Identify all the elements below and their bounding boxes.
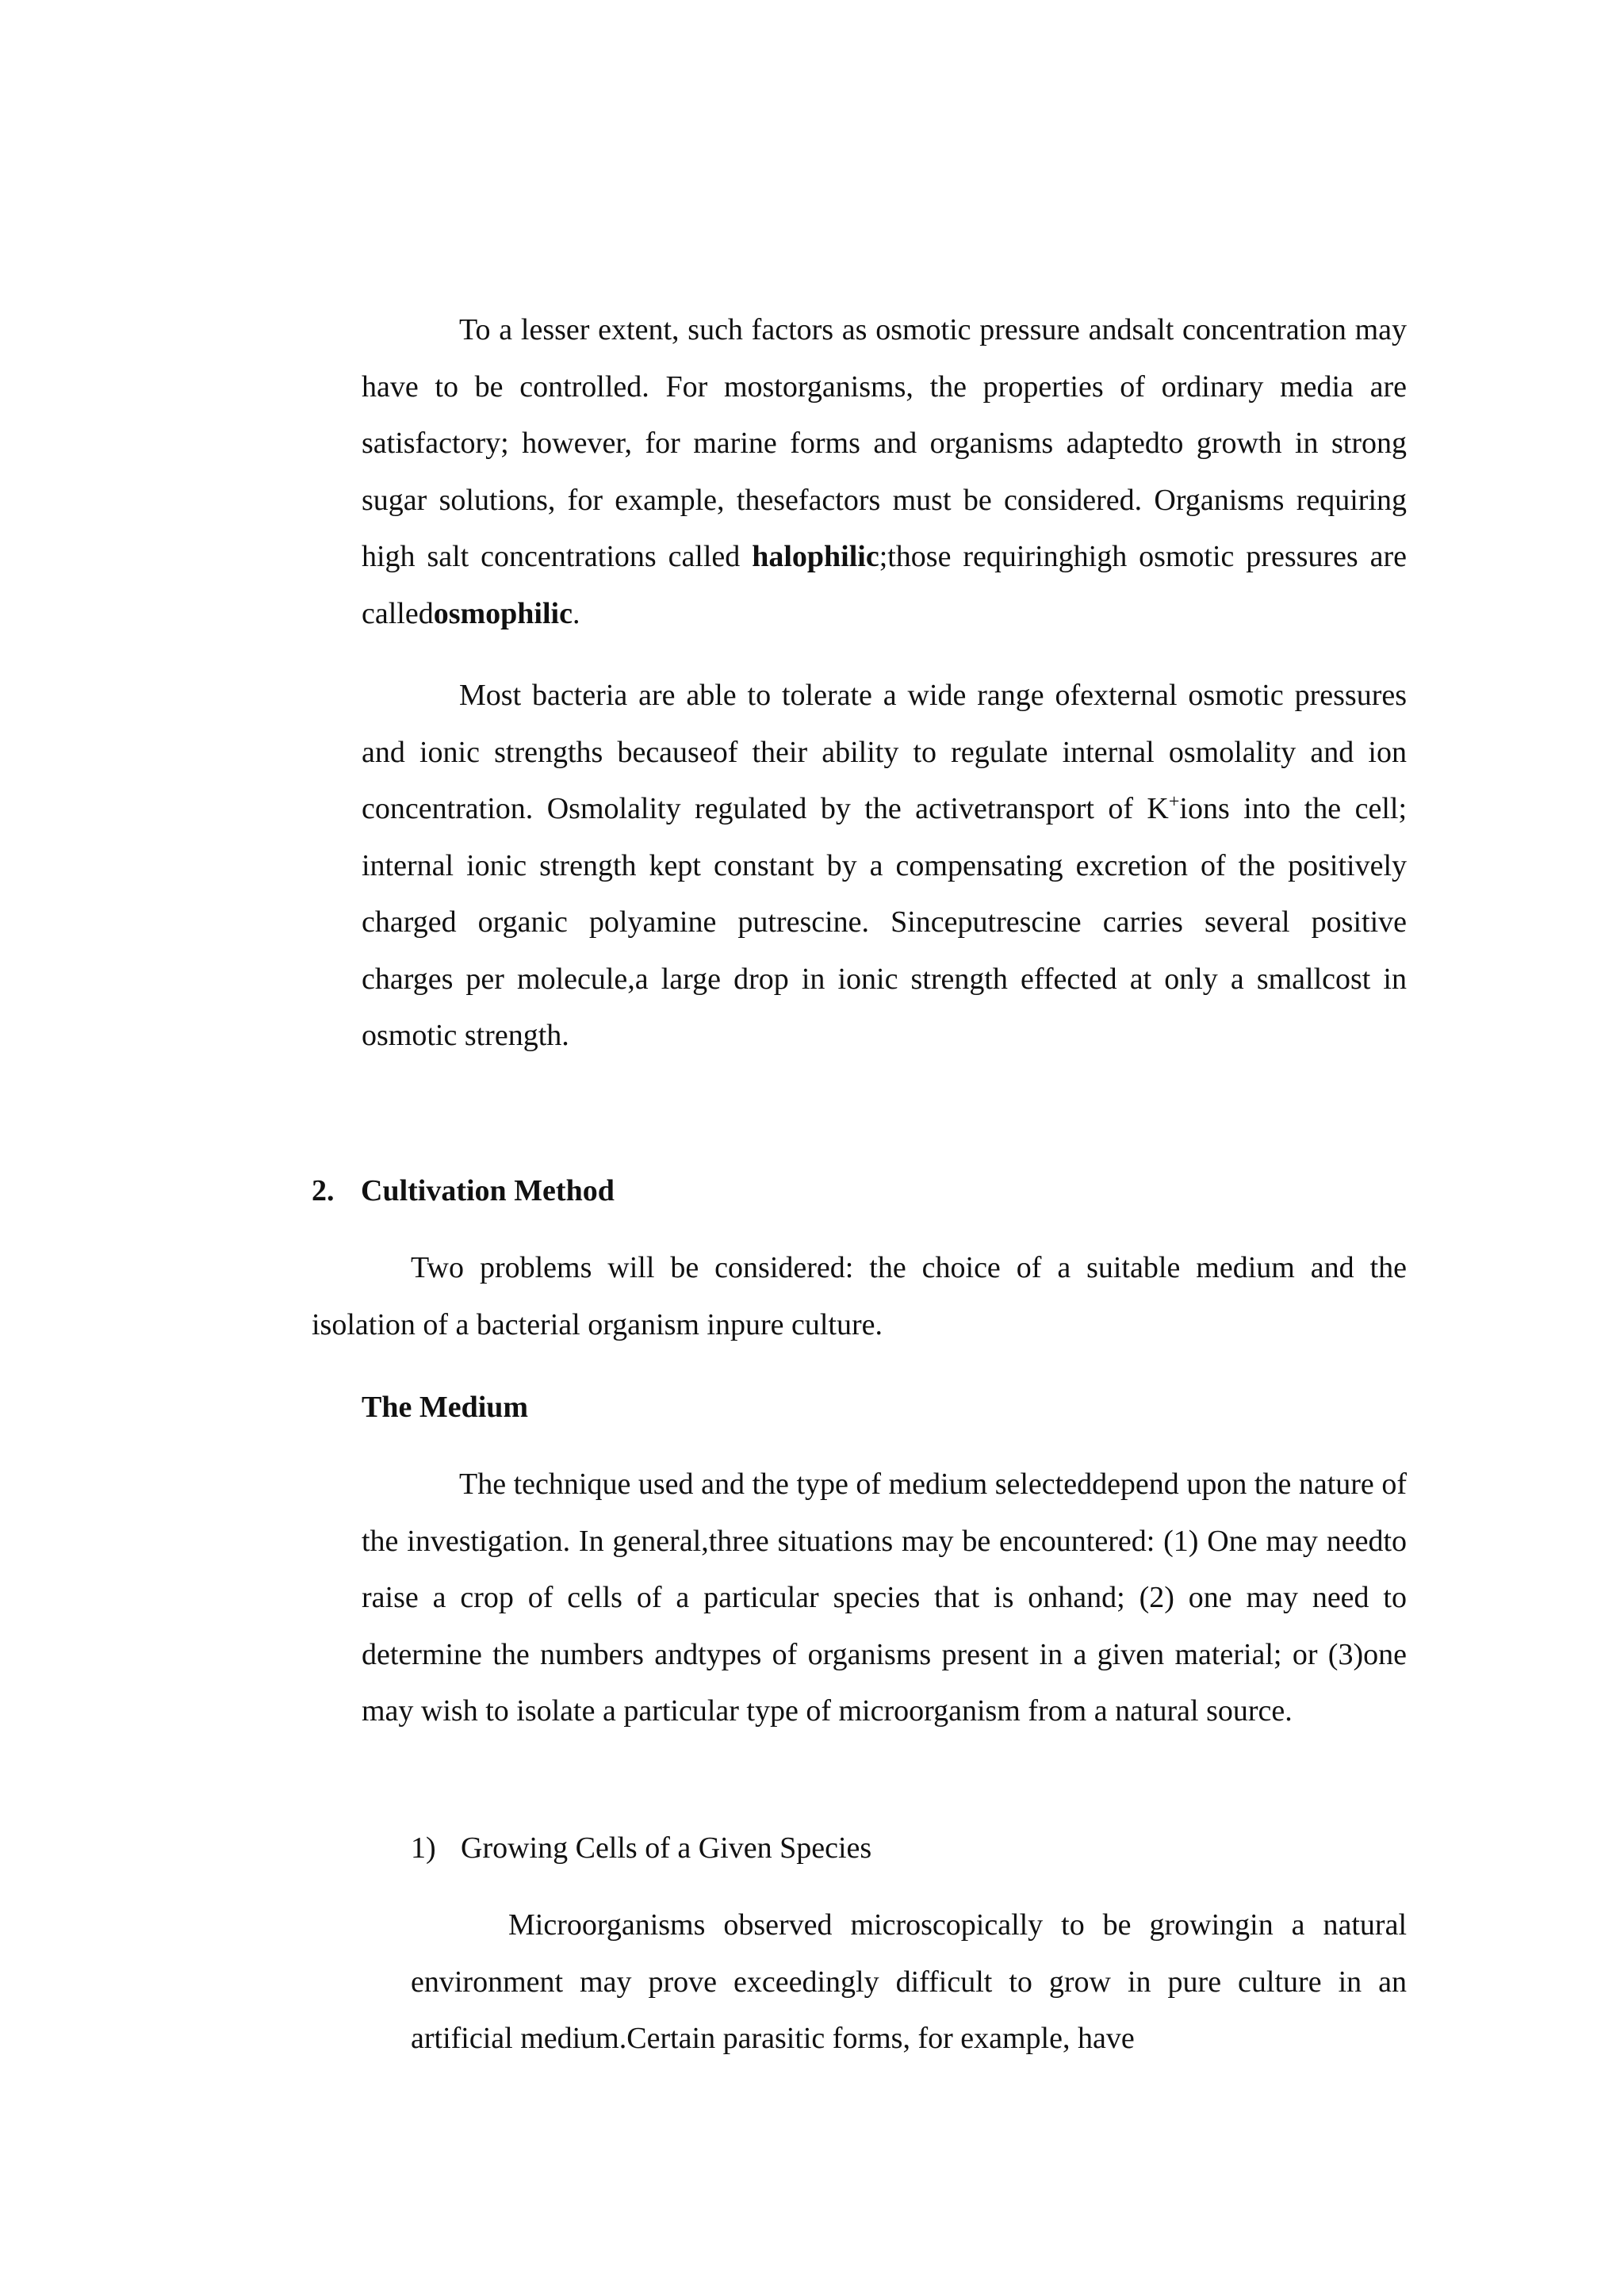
paragraph-technique: The technique used and the type of medium selecteddepend upon the nature of the investigation. In general,three situations may be encountered: (1) One may needto raise a crop of cells of a particular species that is onhand; (2) one may need to determine the numbers andtypes of organisms present in a given material; or (3)one may wish to isolate a particular type of microorganism from a natural source.: [362, 1468, 1407, 1728]
subheading-the-medium: The Medium: [362, 1391, 529, 1424]
paragraph-text: Most bacteria are able to tolerate a wide range ofexternal osmotic pressures and ionic strengths becauseof their ability to regulate internal osmolality and ion concentration. Osmolality regulated by the activetransport of K: [362, 679, 1407, 825]
paragraph-two-problems: Two problems will be considered: the choice of a suitable medium and the isolation of a bacterial organism inpure culture.: [312, 1251, 1407, 1341]
list-item-growing-cells: [411, 1820, 871, 1877]
section-title: Cultivation Method: [361, 1174, 615, 1207]
list-item-label: Growing Cells of a Given Species: [461, 1831, 872, 1865]
list-item-number: 1): [411, 1831, 436, 1865]
paragraph-text: .: [572, 596, 580, 630]
term-osmophilic: osmophilic: [433, 596, 573, 630]
paragraph-microorganisms: Microorganisms observed microscopically to be growingin a natural environment may prove exceedingly difficult to grow in pure culture in an artificial medium.Certain parasitic forms, for example, have: [411, 1908, 1407, 2055]
section-number: 2.: [312, 1174, 335, 1207]
paragraph-ionic-strength: [362, 668, 1407, 1065]
paragraph-osmotic-pressure: [362, 302, 1407, 642]
term-halophilic: halophilic: [752, 540, 879, 573]
paragraph-text: To a lesser extent, such factors as osmotic pressure andsalt concentration may have to be controlled. For mostorganisms, the properties of ordinary media are satisfactory; however, for marine forms and organisms adaptedto growth in strong sugar solutions, for example, thesefactors must be considered. Organisms requiring high salt concentrations called: [362, 313, 1407, 573]
superscript-plus: +: [1168, 791, 1180, 813]
paragraph-text: ;those requiringhigh osmotic pressures are called: [362, 540, 1407, 630]
paragraph-text: ions into the cell; internal ionic strength kept constant by a compensating excretion of the positively charged organic polyamine putrescine. Sinceputrescine carries several positive charges per molecule,a large drop in ionic strength effected at only a smallcost in osmotic strength.: [362, 792, 1408, 1052]
section-heading: [312, 1163, 615, 1220]
